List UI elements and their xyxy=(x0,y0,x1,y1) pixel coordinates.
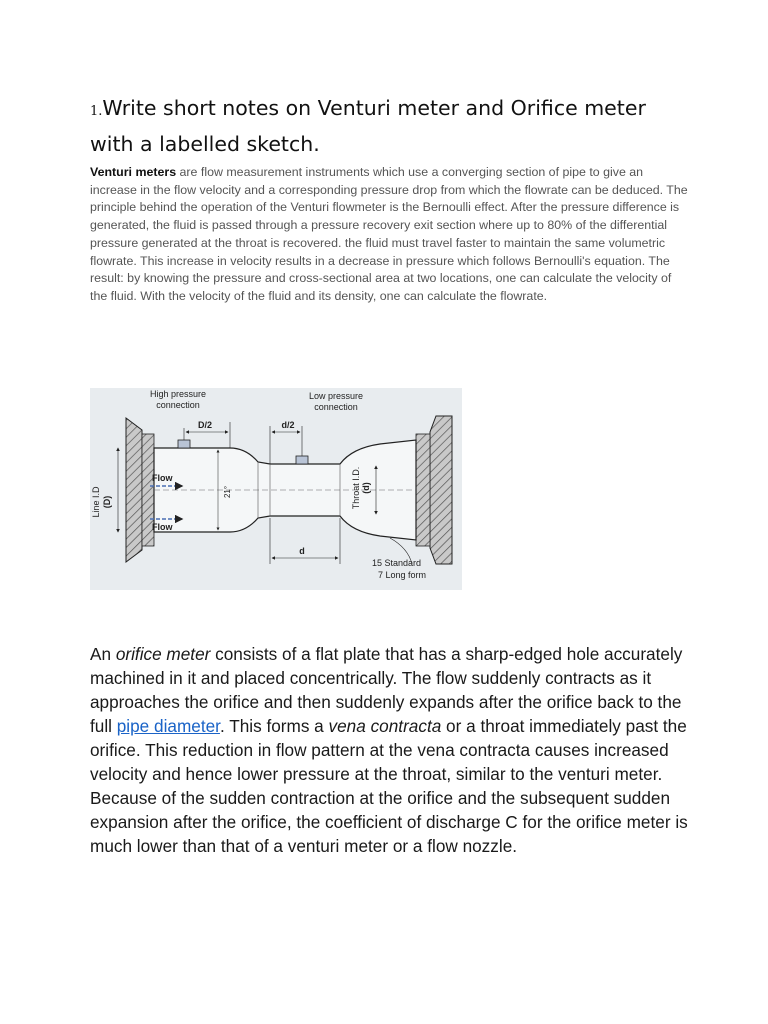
venturi-diagram xyxy=(90,388,462,590)
angle-standard-label: 15 Standard xyxy=(372,558,422,568)
orifice-paragraph xyxy=(90,642,690,858)
high-pressure-label-2: connection xyxy=(156,400,200,410)
line-id-label: Line I.D xyxy=(91,486,101,518)
angle-long-label: 7 Long form xyxy=(378,570,427,580)
d-length-label: d xyxy=(299,546,305,556)
high-pressure-label-1: High pressure xyxy=(149,389,207,399)
question-number: 1. xyxy=(90,104,103,119)
right-flange xyxy=(430,416,452,564)
orifice-part1: consists of a flat plate that has a sharp-edged hole accurately machined in it and placed concentrically. The flow suddenly contracts as it approaches the orifice and then suddenly expands after the orifice back to the full xyxy=(90,644,683,736)
venturi-term: Venturi meters xyxy=(90,165,177,179)
venturi-body: are flow measurement instruments which use a converging section of pipe to give an increase in the flow velocity and a corresponding pressure drop from which the flowrate can be deduced. The principle behind the operation of the Venturi flowmeter is the Bernoulli effect. After the pressure difference is generated, the fluid is passed through a pressure recovery exit section where up to 80% of the differential pressure generated at the throat is recovered. the fluid must travel faster to maintain the same volumetric flowrate. This increase in velocity results in a decrease in pressure which follows Bernoulli's equation. The result: by knowing the pressure and cross-sectional area at two locations, one can calculate the velocity of the fluid. With the velocity of the fluid and its density, one can calculate the flowrate. xyxy=(90,165,688,303)
left-flange xyxy=(126,418,142,562)
high-pressure-tap xyxy=(178,440,190,448)
throat-id-symbol: (d) xyxy=(361,482,371,494)
orifice-part2: . This forms a xyxy=(219,716,329,736)
orifice-part3: or a throat immediately past the orifice. This reduction in flow pattern at the vena contracta causes increased velocity and hence lower pressure at the throat, similar to the venturi meter. Because of the sudden contraction at the orifice and the subsequent sudden expansion after the orifice, the coefficient of discharge C for the orifice meter is much lower than that of a venturi meter or a flow nozzle. xyxy=(90,716,688,856)
d-half-label: d/2 xyxy=(281,420,295,430)
flow-label-top: Flow xyxy=(152,473,173,483)
flow-label-bottom: Flow xyxy=(152,522,173,532)
venturi-diagram-svg xyxy=(90,388,462,590)
line-id-symbol: (D) xyxy=(102,495,112,509)
pipe-diameter-link[interactable]: pipe diameter xyxy=(116,716,220,736)
angle-21-label: 21° xyxy=(223,485,232,499)
low-pressure-label-1: Low pressure xyxy=(308,391,364,401)
venturi-paragraph xyxy=(90,164,690,306)
low-pressure-label-2: connection xyxy=(314,402,358,412)
question-heading xyxy=(90,92,690,160)
question-text: Write short notes on Venturi meter and Orifice meter with a labelled sketch. xyxy=(90,96,646,156)
throat-id-label: Throat I.D. xyxy=(351,466,361,510)
d2-label: D/2 xyxy=(197,420,213,430)
vena-contracta-term: vena contracta xyxy=(328,716,442,736)
low-pressure-tap xyxy=(296,456,308,464)
orifice-term: orifice meter xyxy=(115,644,211,664)
orifice-prefix: An xyxy=(90,644,116,664)
right-flange-neck xyxy=(416,434,430,546)
